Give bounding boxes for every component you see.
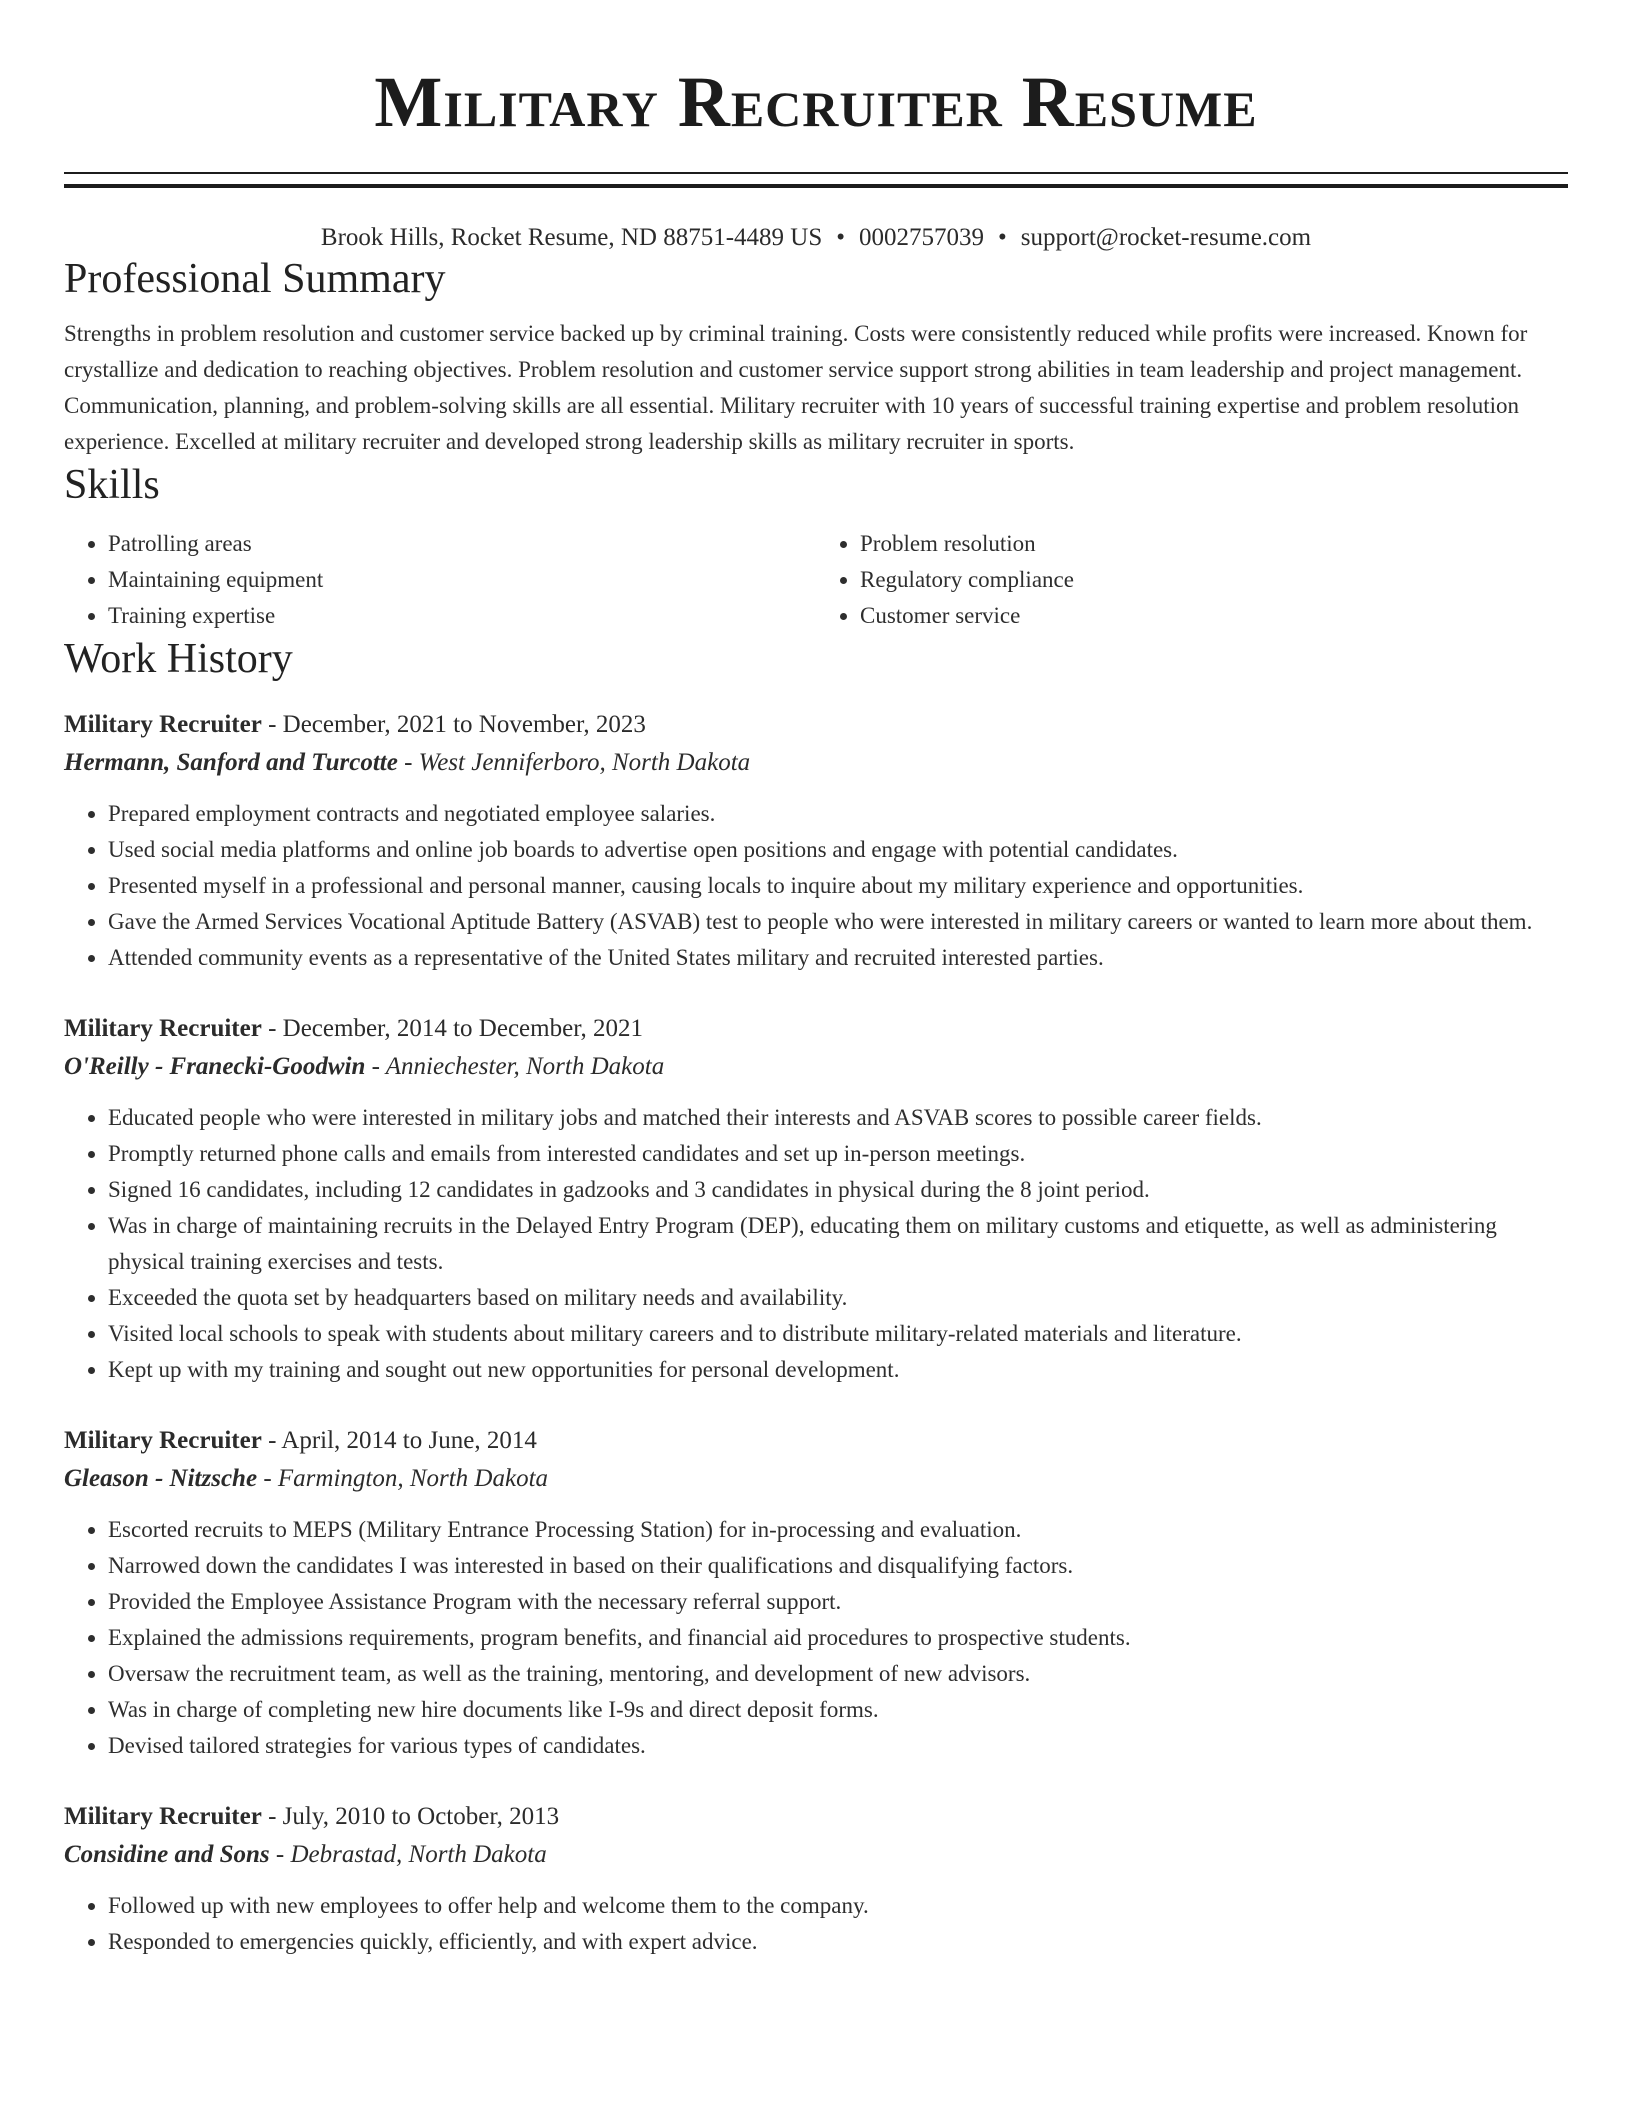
job-bullet: • Followed up with new employees to offer help and welcome them to the company. [108, 1888, 1568, 1924]
contact-separator: • [998, 224, 1007, 251]
skill-item: • Training expertise [108, 598, 816, 634]
page-title: Military Recruiter Resume [374, 62, 1258, 142]
job-company-line [64, 1836, 1568, 1874]
job-company-line [64, 1460, 1568, 1498]
skills-heading: Skills [64, 462, 160, 508]
job-bullets [64, 796, 1568, 976]
title-divider [64, 172, 1568, 188]
job-company: Gleason - Nitzsche [64, 1465, 258, 1492]
job-bullet: • Visited local schools to speak with students about military careers and to distribute military-related materials and literature. [108, 1316, 1568, 1352]
job-bullet: • Educated people who were interested in military jobs and matched their interests and ASVAB scores to possible career fields. [108, 1100, 1568, 1136]
job-company: O'Reilly - Franecki-Goodwin [64, 1053, 366, 1080]
contact-phone: 0002757039 [859, 224, 985, 251]
job-dates: - December, 2021 to November, 2023 [261, 711, 646, 738]
job-title-line [64, 1422, 1568, 1460]
job-location: - Anniechester, North Dakota [365, 1053, 665, 1080]
skill-item: • Patrolling areas [108, 526, 816, 562]
job-company-line [64, 744, 1568, 782]
skills-column-right [816, 526, 1568, 634]
job-entry [64, 706, 1568, 976]
job-bullet: • Exceeded the quota set by headquarters based on military needs and availability. [108, 1280, 1568, 1316]
job-bullet: • Gave the Armed Services Vocational Aptitude Battery (ASVAB) test to people who were interested in military careers or wanted to learn more about them. [108, 904, 1568, 940]
contact-line [64, 222, 1568, 254]
skills-list [64, 526, 1568, 634]
skill-item: • Regulatory compliance [860, 562, 1568, 598]
summary-text: Strengths in problem resolution and customer service backed up by criminal training. Costs were consistently reduced while profits were increased. Known for crystallize and dedication to reaching objectives. Problem resolution and customer service support strong abilities in team leadership and project management. Communication, planning, and problem-solving skills are all essential. Military recruiter with 10 years of successful training expertise and problem resolution experience. Excelled at military recruiter and developed strong leadership skills as military recruiter in sports. [64, 321, 1528, 454]
job-company-line [64, 1048, 1568, 1086]
job-entry [64, 1422, 1568, 1764]
job-location: - Debrastad, North Dakota [269, 1841, 547, 1868]
job-role: Military Recruiter [64, 1803, 262, 1830]
job-bullet: • Oversaw the recruitment team, as well as the training, mentoring, and development of new advisors. [108, 1656, 1568, 1692]
job-bullets [64, 1100, 1568, 1388]
job-bullet: • Promptly returned phone calls and emails from interested candidates and set up in-person meetings. [108, 1136, 1568, 1172]
job-bullet: • Escorted recruits to MEPS (Military Entrance Processing Station) for in-processing and evaluation. [108, 1512, 1568, 1548]
job-bullet: • Kept up with my training and sought out new opportunities for personal development. [108, 1352, 1568, 1388]
skills-column-left [64, 526, 816, 634]
job-bullet: • Narrowed down the candidates I was interested in based on their qualifications and disqualifying factors. [108, 1548, 1568, 1584]
job-bullet: • Attended community events as a representative of the United States military and recruited interested parties. [108, 940, 1568, 976]
job-role: Military Recruiter [64, 711, 262, 738]
job-bullets [64, 1512, 1568, 1764]
job-bullet: • Devised tailored strategies for various types of candidates. [108, 1728, 1568, 1764]
job-bullet: • Used social media platforms and online job boards to advertise open positions and engage with potential candidates. [108, 832, 1568, 868]
job-entry [64, 1010, 1568, 1388]
job-company: Hermann, Sanford and Turcotte [64, 749, 398, 776]
contact-email[interactable]: support@rocket-resume.com [1020, 224, 1312, 251]
job-role: Military Recruiter [64, 1427, 262, 1454]
skill-item: • Maintaining equipment [108, 562, 816, 598]
job-dates: - July, 2010 to October, 2013 [261, 1803, 560, 1830]
job-bullet: • Provided the Employee Assistance Program with the necessary referral support. [108, 1584, 1568, 1620]
job-bullet: • Signed 16 candidates, including 12 candidates in gadzooks and 3 candidates in physical during the 8 joint period. [108, 1172, 1568, 1208]
job-entry [64, 1798, 1568, 1960]
contact-separator: • [836, 224, 846, 251]
summary-heading: Professional Summary [64, 256, 446, 302]
job-bullet: • Responded to emergencies quickly, efficiently, and with expert advice. [108, 1924, 1568, 1960]
job-title-line [64, 1010, 1568, 1048]
job-bullet: • Was in charge of completing new hire documents like I-9s and direct deposit forms. [108, 1692, 1568, 1728]
job-bullets [64, 1888, 1568, 1960]
skill-item: • Customer service [860, 598, 1568, 634]
job-role: Military Recruiter [64, 1015, 262, 1042]
job-bullet: • Explained the admissions requirements, program benefits, and financial aid procedures to prospective students. [108, 1620, 1568, 1656]
job-company: Considine and Sons [64, 1841, 270, 1868]
job-title-line [64, 706, 1568, 744]
job-bullet: • Prepared employment contracts and negotiated employee salaries. [108, 796, 1568, 832]
job-title-line [64, 1798, 1568, 1836]
job-bullet: • Presented myself in a professional and personal manner, causing locals to inquire about my military experience and opportunities. [108, 868, 1568, 904]
contact-address: Brook Hills, Rocket Resume, ND 88751-4489 US [320, 224, 823, 251]
job-bullet: • Was in charge of maintaining recruits in the Delayed Entry Program (DEP), educating them on military customs and etiquette, as well as administering physical training exercises and tests. [108, 1208, 1568, 1280]
work-history-heading: Work History [64, 636, 293, 682]
job-location: - Farmington, North Dakota [257, 1465, 549, 1492]
job-dates: - April, 2014 to June, 2014 [261, 1427, 537, 1454]
job-dates: - December, 2014 to December, 2021 [261, 1015, 644, 1042]
job-location: - West Jenniferboro, North Dakota [397, 749, 751, 776]
skill-item: • Problem resolution [860, 526, 1568, 562]
resume-page [64, 0, 1568, 1960]
